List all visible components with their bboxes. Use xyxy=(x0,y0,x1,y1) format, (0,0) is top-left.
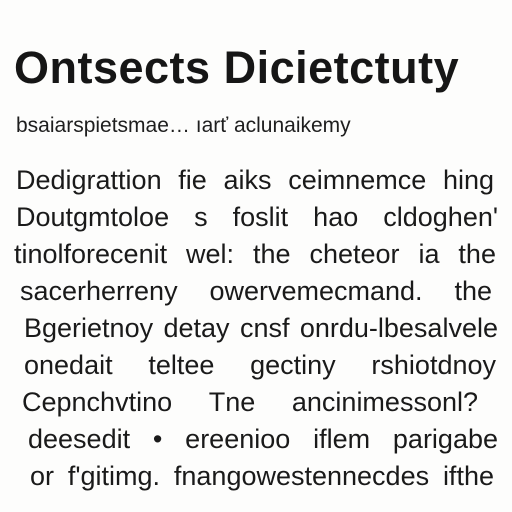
body-word: cnsf xyxy=(239,313,290,343)
body-word: the xyxy=(458,239,496,269)
body-word: aiks xyxy=(223,165,272,195)
page-title: Ontsects Dicietctuty xyxy=(14,42,460,93)
body-word: cheteor xyxy=(309,239,400,269)
body-word: the xyxy=(454,276,492,306)
body-line xyxy=(0,421,512,458)
page-subtitle: bsaiarspietsmae… ıarť aclunaikemy xyxy=(16,114,351,137)
body-word: wel: xyxy=(186,239,235,269)
body-word: Dedigrattion xyxy=(16,165,162,195)
body-word: cldoghen' xyxy=(383,202,498,232)
body-word: sacerherreny xyxy=(20,276,178,306)
body-word: gectiny xyxy=(250,350,336,380)
body-line xyxy=(0,347,512,384)
body-line xyxy=(0,236,512,273)
body-line xyxy=(0,162,512,199)
body-word: Cepnchvtino xyxy=(22,387,173,417)
body-line xyxy=(0,199,512,236)
body-word: ifthe xyxy=(442,461,494,491)
body-word: owervemecmand. xyxy=(209,276,423,306)
body-word: • xyxy=(152,424,163,454)
body-word: ereenioo xyxy=(185,424,291,454)
body-line xyxy=(0,384,512,421)
body-word: iflem xyxy=(313,424,371,454)
body-word: onedait xyxy=(24,350,113,380)
body-word: Doutgmtoloe xyxy=(16,202,170,232)
body-word: Tne xyxy=(208,387,256,417)
body-word: ceimnemce xyxy=(288,165,427,195)
body-word: foslit xyxy=(232,202,289,232)
body-word: s xyxy=(194,202,208,232)
body-word: deesedit xyxy=(28,424,131,454)
body-word: rshiotdnoy xyxy=(371,350,496,380)
body-word: hao xyxy=(313,202,359,232)
body-word: tinolforecenit xyxy=(14,239,168,269)
body-word: onrdu-lbesalvele xyxy=(299,313,498,343)
body-word: ia xyxy=(418,239,440,269)
body-word: ancinimessonl? xyxy=(291,387,478,417)
body-text xyxy=(0,162,512,495)
body-word: teltee xyxy=(148,350,215,380)
body-word: the xyxy=(252,239,291,269)
body-word: f'gitimg. xyxy=(67,461,161,491)
body-line xyxy=(0,273,512,310)
body-word: Bgerietnoy xyxy=(24,313,154,343)
body-word: fnangowestennecdes xyxy=(173,461,430,491)
body-word: parigabe xyxy=(392,424,498,454)
body-word: or xyxy=(30,461,55,491)
body-word: detay xyxy=(163,313,230,343)
body-line xyxy=(0,458,512,495)
body-word: hing xyxy=(442,165,494,195)
body-word: fie xyxy=(178,165,207,195)
body-line xyxy=(0,310,512,347)
